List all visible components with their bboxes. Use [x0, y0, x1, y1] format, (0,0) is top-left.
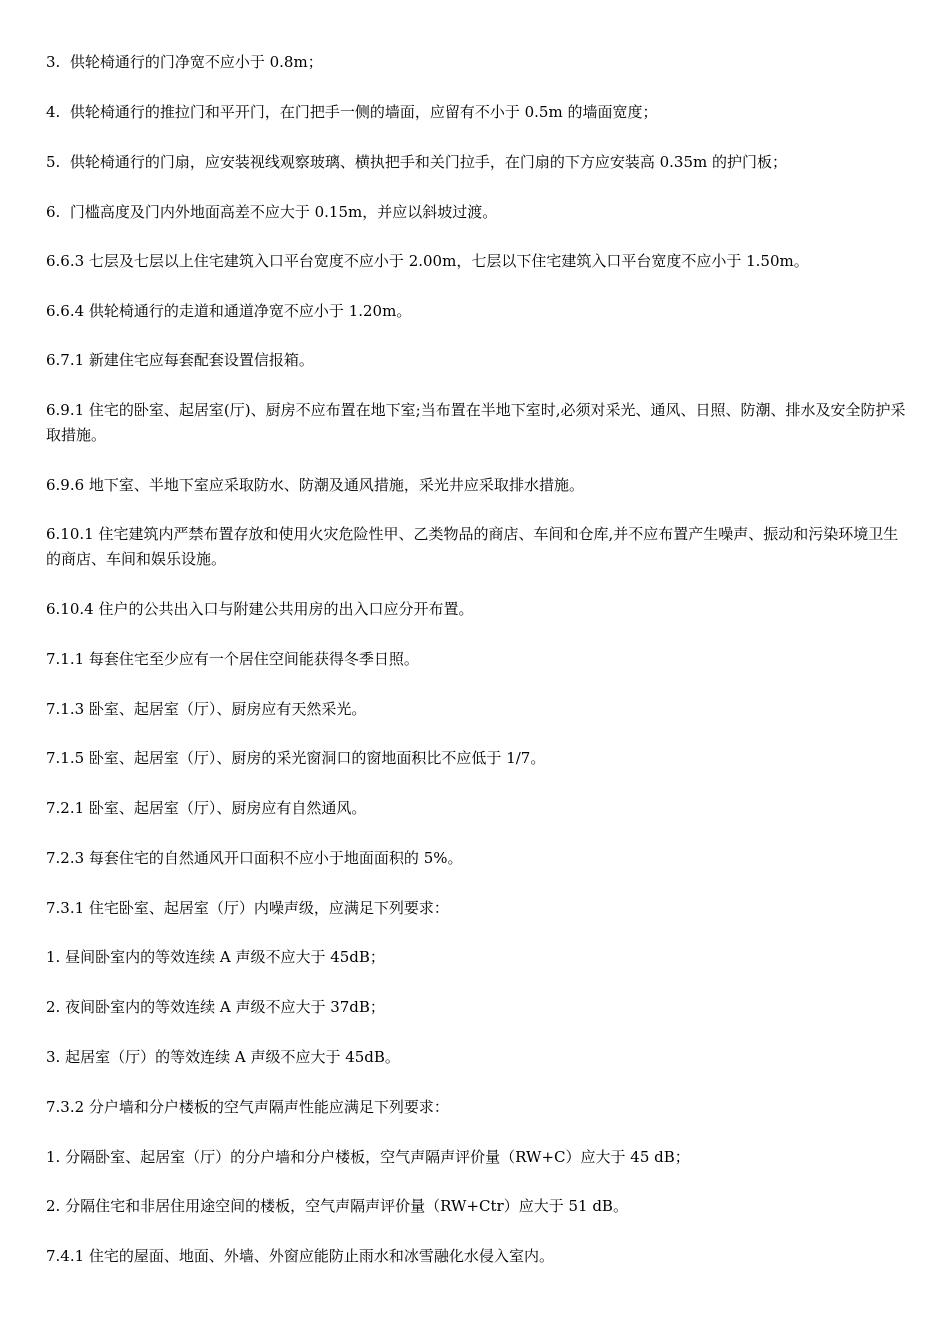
- paragraph-clause-7-4-1: 7.4.1 住宅的屋面、地面、外墙、外窗应能防止雨水和冰雪融化水侵入室内。: [46, 1247, 554, 1265]
- paragraph-noise-item-2: 2. 夜间卧室内的等效连续 A 声级不应大于 37dB；: [46, 998, 385, 1016]
- paragraph-clause-6-6-4: 6.6.4 供轮椅通行的走道和通道净宽不应小于 1.20m。: [46, 302, 412, 320]
- paragraph-item-5-door-leaf: 5. 供轮椅通行的门扇，应安装视线观察玻璃、横执把手和关门拉手，在门扇的下方应安装高 0.35m 的护门板；: [46, 153, 788, 171]
- paragraph-clause-7-1-3: 7.1.3 卧室、起居室（厅）、厨房应有天然采光。: [46, 700, 367, 718]
- paragraph-noise-item-3: 3. 起居室（厅）的等效连续 A 声级不应大于 45dB。: [46, 1048, 400, 1066]
- paragraph-clause-6-7-1: 6.7.1 新建住宅应每套配套设置信报箱。: [46, 351, 314, 369]
- paragraph-insulation-item-1: 1. 分隔卧室、起居室（厅）的分户墙和分户楼板，空气声隔声评价量（RW+C）应大于 45 dB；: [46, 1148, 690, 1166]
- paragraph-clause-6-9-6: 6.9.6 地下室、半地下室应采取防水、防潮及通风措施，采光井应采取排水措施。: [46, 476, 584, 494]
- paragraph-noise-item-1: 1. 昼间卧室内的等效连续 A 声级不应大于 45dB；: [46, 948, 385, 966]
- paragraph-clause-7-3-2: 7.3.2 分户墙和分户楼板的空气声隔声性能应满足下列要求：: [46, 1098, 449, 1116]
- paragraph-clause-7-2-3: 7.2.3 每套住宅的自然通风开口面积不应小于地面面积的 5%。: [46, 849, 463, 867]
- paragraph-item-6-threshold: 6. 门槛高度及门内外地面高差不应大于 0.15m，并应以斜坡过渡。: [46, 203, 498, 221]
- paragraph-clause-7-2-1: 7.2.1 卧室、起居室（厅）、厨房应有自然通风。: [46, 799, 367, 817]
- paragraph-clause-6-10-4: 6.10.4 住户的公共出入口与附建公共用房的出入口应分开布置。: [46, 600, 474, 618]
- paragraph-clause-6-9-1: 6.9.1 住宅的卧室、起居室(厅)、厨房不应布置在地下室;当布置在半地下室时,必须对采光、通风、日照、防潮、排水及安全防护采取措施。: [46, 401, 906, 444]
- paragraph-clause-6-6-3: 6.6.3 七层及七层以上住宅建筑入口平台宽度不应小于 2.00m，七层以下住宅建筑入口平台宽度不应小于 1.50m。: [46, 252, 809, 270]
- paragraph-clause-7-1-5: 7.1.5 卧室、起居室（厅）、厨房的采光窗洞口的窗地面积比不应低于 1/7。: [46, 749, 546, 767]
- paragraph-item-3-door-width: 3. 供轮椅通行的门净宽不应小于 0.8m；: [46, 53, 323, 71]
- paragraph-clause-7-3-1: 7.3.1 住宅卧室、起居室（厅）内噪声级，应满足下列要求：: [46, 899, 449, 917]
- paragraph-insulation-item-2: 2. 分隔住宅和非居住用途空间的楼板，空气声隔声评价量（RW+Ctr）应大于 51 dB。: [46, 1197, 628, 1215]
- paragraph-clause-7-1-1: 7.1.1 每套住宅至少应有一个居住空间能获得冬季日照。: [46, 650, 419, 668]
- paragraph-clause-6-10-1: 6.10.1 住宅建筑内严禁布置存放和使用火灾危险性甲、乙类物品的商店、车间和仓库,并不应布置产生噪声、振动和污染环境卫生的商店、车间和娱乐设施。: [46, 525, 899, 568]
- paragraph-item-4-door-wall: 4. 供轮椅通行的推拉门和平开门，在门把手一侧的墙面，应留有不小于 0.5m 的墙面宽度；: [46, 103, 658, 121]
